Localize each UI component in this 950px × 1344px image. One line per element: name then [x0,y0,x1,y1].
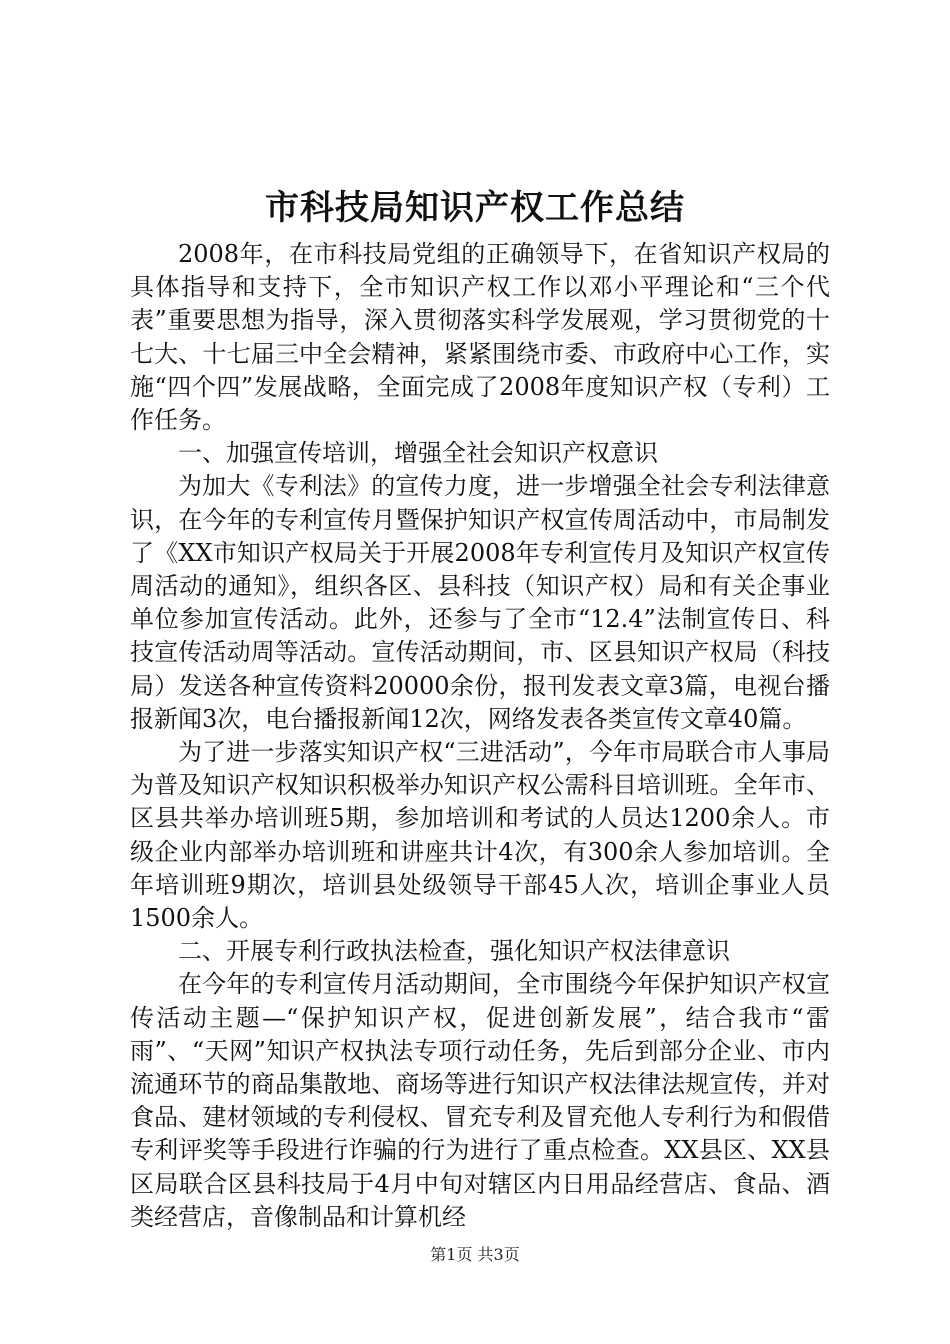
body-paragraph: 为加大《专利法》的宣传力度，进一步增强全社会专利法律意识，在今年的专利宣传月暨保护知识产权宣传周活动中，市局制发了《XX市知识产权局关于开展2008年专利宣传月及知识产权宣传周活动的通知》，组织各区、县科技（知识产权）局和有关企事业单位参加宣传活动。此外，还参与了全市“12.4”法制宣传日、科技宣传活动周等活动。宣传活动期间，市、区县知识产权局（科技局）发送各种宣传资料20000余份，报刊发表文章3篇，电视台播报新闻3次，电台播报新闻12次，网络发表各类宣传文章40篇。 [130,472,830,733]
section-heading-1: 一、加强宣传培训，增强全社会知识产权意识 [178,439,658,468]
body-paragraph: 在今年的专利宣传月活动期间，全市围绕今年保护知识产权宣传活动主题—“保护知识产权，促进创新发展”，结合我市“雷雨”、“天网”知识产权执法专项行动任务，先后到部分企业、市内流通环节的商品集散地、商场等进行知识产权法律法规宣传，并对食品、建材领域的专利侵权、冒充专利及冒充他人专利行为和假借专利评奖等手段进行诈骗的行为进行了重点检查。XX县区、XX县区局联合区县科技局于4月中旬对辖区内日用品经营店、食品、酒类经营店，音像制品和计算机经 [130,970,830,1231]
intro-paragraph: 2008年，在市科技局党组的正确领导下，在省知识产权局的具体指导和支持下，全市知识产权工作以邓小平理论和“三个代表”重要思想为指导，深入贯彻落实科学发展观，学习贯彻党的十七大、十七届三中全会精神，紧紧围绕市委、市政府中心工作，实施“四个四”发展战略，全面完成了2008年度知识产权（专利）工作任务。 [130,240,830,435]
section-heading-2: 二、开展专利行政执法检查，强化知识产权法律意识 [178,937,730,966]
document-body [130,238,830,1234]
page-number-footer: 第1页 共3页 [430,1245,520,1264]
body-paragraph: 为了进一步落实知识产权“三进活动”，今年市局联合市人事局为普及知识产权知识积极举办知识产权公需科目培训班。全年市、区县共举办培训班5期，参加培训和考试的人员达1200余人。市级企业内部举办培训班和讲座共计4次，有300余人参加培训。全年培训班9期次，培训县处级领导干部45人次，培训企事业人员1500余人。 [130,738,830,933]
document-title: 市科技局知识产权工作总结 [265,188,685,228]
